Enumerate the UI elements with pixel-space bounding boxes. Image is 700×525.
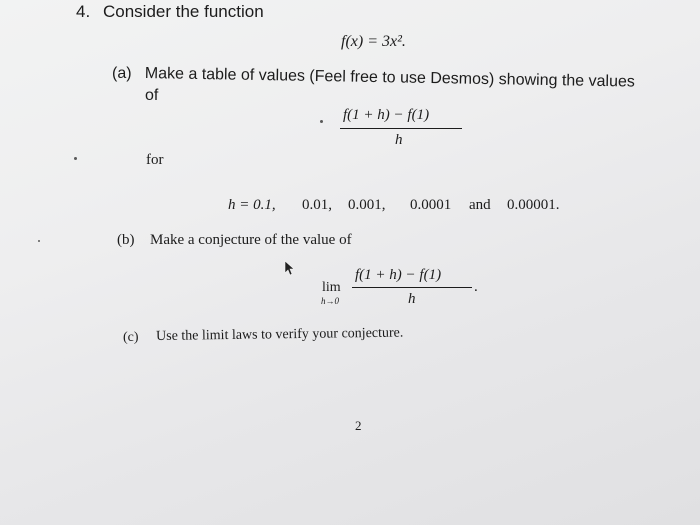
problem-intro: Consider the function: [103, 2, 264, 21]
lim-word: lim: [322, 280, 341, 295]
part-c-label: (c): [123, 330, 139, 345]
speck: [38, 240, 40, 242]
part-b-denominator: h: [408, 291, 416, 307]
page-number: 2: [355, 418, 362, 433]
mouse-cursor-icon: [284, 260, 296, 276]
h-value-4: 0.00001.: [507, 197, 560, 213]
h-value-3: 0.0001: [410, 197, 452, 213]
h-value-2: 0.001,: [348, 197, 386, 213]
part-a-for: for: [146, 152, 164, 168]
part-a-text-cont: of: [145, 87, 159, 104]
h-value-and: and: [469, 197, 491, 213]
part-a-numerator: f(1 + h) − f(1): [343, 107, 430, 123]
lim-subscript: h→0: [321, 296, 339, 306]
part-a-text: Make a table of values (Feel free to use Desmos) showing the values: [144, 65, 635, 91]
part-a-fraction-bar: [340, 128, 462, 129]
problem-number: 4.: [76, 2, 91, 21]
h-values-prefix: [228, 198, 276, 213]
part-b-numerator: f(1 + h) − f(1): [355, 267, 442, 283]
part-b-text: Make a conjecture of the value of: [150, 232, 352, 248]
part-a-denominator: h: [395, 132, 403, 148]
part-b-fraction-bar: [352, 287, 472, 288]
speck: [320, 120, 323, 123]
function-definition: f(x) = 3x².: [341, 33, 406, 50]
h-values-prefix-text: h = 0.1,: [228, 197, 276, 213]
part-b-label: (b): [117, 232, 135, 248]
speck: [74, 157, 77, 160]
part-a-label: (a): [112, 65, 132, 82]
part-b-end-punct: .: [474, 279, 478, 295]
part-c-text: Use the limit laws to verify your conjecture.: [155, 325, 404, 344]
h-value-1: 0.01,: [302, 197, 332, 213]
